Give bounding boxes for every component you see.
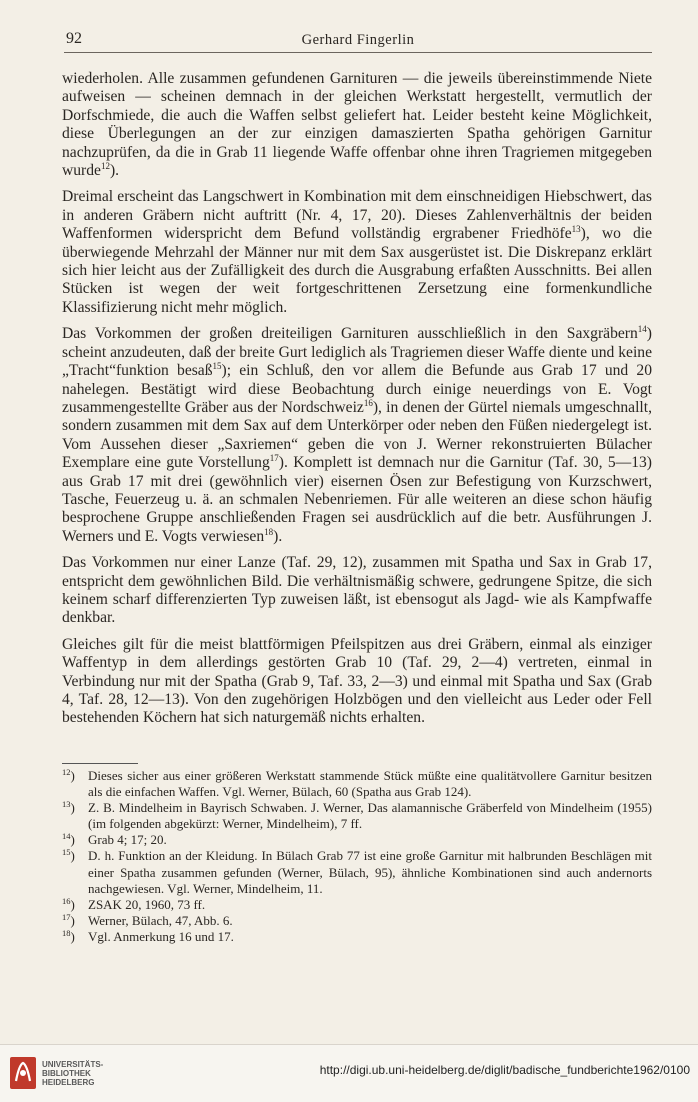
footnote-rule <box>62 763 138 764</box>
page-number: 92 <box>66 30 82 47</box>
footnote-ref[interactable]: 16 <box>363 397 373 408</box>
paragraph-5: Gleiches gilt für die meist blattförmigen Pfeilspitzen aus drei Gräbern, einmal als einziger Waffentyp in dem allerdings gestörten Grab 10 (Taf. 29, 2—4) vertreten, einmal in Verbindung nur mit der Spatha (Grab 9, Taf. 33, 2—3) und einmal mit Spatha und Sax (Grab 4, Taf. 28, 12—13). Von den zugehörigen Holzbögen und den vielleicht aus Leder oder Fell bestehenden Köchern hat sich naturgemäß nichts erhalten. <box>62 635 652 727</box>
paragraph-2: Dreimal erscheint das Langschwert in Kombination mit dem einschneidigen Hiebschwert, das in anderen Gräbern nicht auftritt (Nr. 4, 17, 20). Dieses Zahlenverhältnis der beiden Waffenformen widerspricht dem Befund vollständig ergrabener Friedhöfe$^{13}$), wo die überwiegende Mehrzahl der Männer nur mit dem Sax ausgerüstet ist. Die Diskrepanz erklärt sich hier leicht aus der Zufälligkeit des durch die Ausgrabung erfaßten Ausschnitts. Bei allen Stücken ist wegen der weit fortgeschrittenen Zersetzung eine formenkundliche Klassifizierung nicht mehr möglich. <box>62 188 652 316</box>
footnote-ref[interactable]: 14 <box>637 324 647 335</box>
footnotes <box>62 768 652 945</box>
library-footer <box>0 1044 698 1102</box>
footnote-ref[interactable]: 13 <box>571 224 581 235</box>
page-header <box>64 30 652 54</box>
footnote: $^{18}$) Vgl. Anmerkung 16 und 17. <box>62 927 234 944</box>
footnote: $^{15}$) D. h. Funktion an der Kleidung. In Bülach Grab 77 ist eine große Garnitur mit halbrunden Beschlägen mit einer Spatha zusammen gefunden (Werner, Bülach, 95), ähnliche Kombinationen sind auch andernorts nachgewiesen. Vgl. Werner, Mindelheim, 11. <box>62 847 652 896</box>
paragraph-4: Das Vorkommen nur einer Lanze (Taf. 29, 12), zusammen mit Spatha und Sax in Grab 17, entspricht dem gewöhnlichen Bild. Die verhältnismäßig schwere, gedrungene Spitze, die sich keinem scharf differenzierten Typ zuweisen läßt, ist ebensogut als Jagd- wie als Kampfwaffe denkbar. <box>62 554 652 627</box>
footnote-ref[interactable]: 15 <box>212 361 222 372</box>
footnote-ref[interactable]: 18 <box>264 526 274 537</box>
footnote: $^{17}$) Werner, Bülach, 47, Abb. 6. <box>62 911 233 928</box>
running-head: Gerhard Fingerlin <box>301 32 415 48</box>
footnote: $^{14}$) Grab 4; 17; 20. <box>62 831 167 848</box>
body-text <box>62 70 652 736</box>
footnote-ref[interactable]: 17 <box>269 453 279 464</box>
footnote-ref[interactable]: 12 <box>100 161 110 172</box>
footnote: $^{12}$) Dieses sicher aus einer größeren Werkstatt stammende Stück müßte eine qualitätvollere Garnitur besitzen als die einfachen Waffen. Vgl. Werner, Bülach, 60 (Spatha aus Grab 124). <box>62 767 652 800</box>
footnote: $^{16}$) ZSAK 20, 1960, 73 ff. <box>62 895 206 912</box>
header-rule <box>64 52 652 53</box>
footnote: $^{13}$) Z. B. Mindelheim in Bayrisch Schwaben. J. Werner, Das alamannische Gräberfeld von Mindelheim (1955) (im folgenden abgekürzt: Werner, Mindelheim), 7 ff. <box>62 799 652 832</box>
paragraph-3: Das Vorkommen der großen dreiteiligen Garnituren ausschließlich in den Saxgräbern$^{14}$) scheint anzudeuten, daß der breite Gurt lediglich als Tragriemen dieser Waffe diente und keine „Tracht“funktion besaß$^{15}$); ein Schluß, den vor allem die Befunde aus Grab 17 und 20 nahelegen. Bestätigt wird diese Beobachtung durch einige neuerdings von E. Vogt zusammengestellte Gräber aus der Nordschweiz$^{16}$), in denen der Gürtel niemals umgeschnallt, sondern zusammen mit dem Sax auf dem Unterkörper oder neben den Füßen niedergelegt ist. Vom Aussehen dieser „Saxriemen“ geben die von J. Werner rekonstruierten Bülacher Exemplare eine gute Vorstellung$^{17}$). Komplett ist demnach nur die Garnitur (Taf. 30, 5—13) aus Grab 17 mit drei (gewöhnlich vier) eisernen Ösen zur Befestigung von Kurzschwert, Tasche, Feuerzeug u. ä. an schmalen Nebenriemen. Für alle weiteren an diese schon häufig besprochene Gruppe anschließenden Fragen sei ausdrücklich auf die betr. Ausführungen J. Werners und E. Vogts verwiesen$^{18}$). <box>62 324 653 545</box>
source-url-link[interactable]: http://digi.ub.uni-heidelberg.de/diglit/badische_fundberichte1962/0100 <box>319 1063 690 1077</box>
library-name: UNIVERSITÄTS- BIBLIOTHEK HEIDELBERG <box>42 1060 104 1087</box>
library-logo-icon[interactable] <box>8 1055 38 1091</box>
paragraph-1: wiederholen. Alle zusammen gefundenen Garnituren — die jeweils übereinstimmende Niete aufweisen — scheinen demnach in der gleichen Werkstatt hergestellt, vermutlich der Dorfschmiede, die auch die Waffen selbst geliefert hat. Leider besteht keine Möglichkeit, diese Überlegungen an der zur einzigen damaszierten Spatha gehörigen Garnitur nachzuprüfen, da die in Grab 11 liegende Waffe offenbar ohne ihren Tragriemen mitgegeben wurde$^{12}$). <box>62 70 652 180</box>
